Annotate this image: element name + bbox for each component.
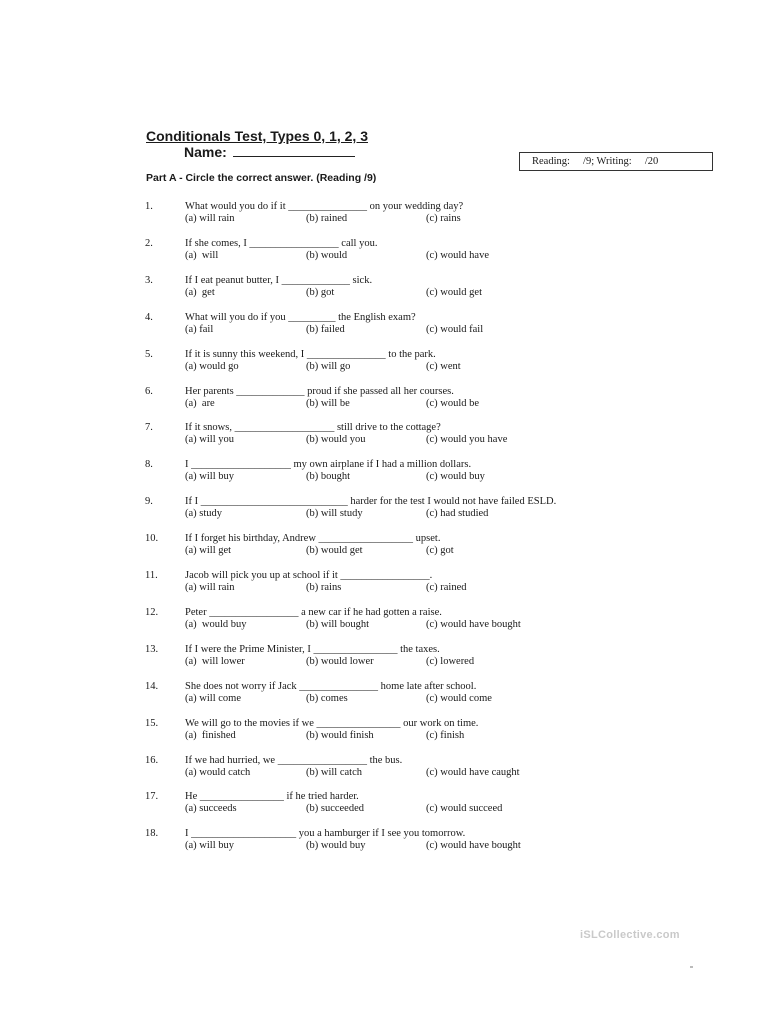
option-c: (c) went — [426, 360, 461, 372]
option-a: (a) would catch — [185, 766, 251, 778]
question-number: 8. — [145, 459, 153, 471]
question-item — [0, 607, 768, 637]
option-b: (b) got — [306, 286, 335, 298]
question-number: 15. — [145, 717, 159, 729]
question-item — [0, 681, 768, 711]
option-a: (a) study — [185, 508, 223, 520]
page-title: Conditionals Test, Types 0, 1, 2, 3 — [146, 128, 368, 144]
option-a: (a) will buy — [185, 840, 234, 852]
option-b: (b) would — [306, 249, 348, 261]
question-number: 6. — [145, 385, 153, 397]
score-box: Reading: /9; Writing: /20 — [519, 152, 713, 171]
question-stem: If it is sunny this weekend, I _______________ to the park. — [185, 348, 436, 360]
option-b: (b) would buy — [306, 840, 366, 852]
question-item — [0, 349, 768, 379]
option-c: (c) would have — [426, 249, 489, 261]
option-b: (b) failed — [306, 323, 345, 335]
option-c: (c) would buy — [426, 471, 485, 483]
question-item — [0, 459, 768, 489]
question-stem: If it snows, ___________________ still drive to the cottage? — [185, 422, 441, 434]
question-stem: I ____________________ you a hamburger if I see you tomorrow. — [185, 828, 466, 840]
option-a: (a) will you — [185, 434, 234, 446]
option-b: (b) would finish — [306, 729, 374, 741]
question-stem: If I ____________________________ harder for the test I would not have failed ESLD. — [185, 496, 557, 508]
question-item — [0, 275, 768, 305]
question-number: 7. — [145, 422, 153, 434]
option-a: (a) will buy — [185, 471, 234, 483]
option-b: (b) will go — [306, 360, 351, 372]
question-number: 12. — [145, 606, 159, 618]
question-number: 9. — [145, 496, 153, 508]
question-number: 13. — [145, 643, 159, 655]
question-stem: If I forget his birthday, Andrew __________________ upset. — [185, 533, 441, 545]
question-stem: Peter _________________ a new car if he had gotten a raise. — [185, 606, 442, 618]
option-a: (a) will rain — [185, 582, 235, 593]
option-c: (c) would succeed — [426, 803, 503, 815]
option-b: (b) would you — [306, 434, 366, 446]
option-b: (b) will catch — [306, 766, 362, 778]
option-c: (c) would be — [426, 397, 480, 409]
question-number: 16. — [145, 754, 159, 766]
question-stem: If I eat peanut butter, I _____________ sick. — [185, 274, 373, 286]
option-b: (b) will be — [306, 397, 350, 409]
option-b: (b) will bought — [306, 618, 369, 630]
question-item — [0, 201, 768, 231]
question-item — [0, 238, 768, 268]
question-number: 2. — [145, 237, 153, 249]
option-c: (c) lowered — [426, 655, 475, 667]
question-stem: What will you do if you _________ the English exam? — [185, 311, 416, 323]
option-c: (c) would have caught — [426, 766, 520, 778]
option-c: (c) finish — [426, 729, 465, 741]
option-a: (a) get — [185, 286, 215, 298]
question-number: 3. — [145, 274, 153, 286]
question-number: 1. — [145, 201, 153, 212]
name-blank-line — [233, 144, 355, 157]
question-item — [0, 644, 768, 674]
option-a: (a) will rain — [185, 213, 235, 224]
option-c: (c) would fail — [426, 323, 484, 335]
option-a: (a) will — [185, 249, 219, 261]
part-a-heading: Part A - Circle the correct answer. (Reading /9) — [146, 172, 377, 184]
question-number: 11. — [145, 570, 158, 581]
option-a: (a) are — [185, 397, 215, 409]
option-c: (c) rains — [426, 213, 461, 224]
option-b: (b) would lower — [306, 655, 374, 667]
option-b: (b) rained — [306, 213, 348, 224]
option-a: (a) fail — [185, 323, 214, 335]
question-number: 4. — [145, 311, 153, 323]
name-field — [184, 144, 355, 160]
question-item — [0, 496, 768, 526]
question-stem: She does not worry if Jack _______________ home late after school. — [185, 680, 477, 692]
option-b: (b) will study — [306, 508, 363, 520]
question-item — [0, 386, 768, 416]
option-c: (c) would come — [426, 692, 492, 704]
question-stem: If she comes, I _________________ call you. — [185, 237, 378, 249]
speck — [690, 966, 693, 968]
option-c: (c) would get — [426, 286, 482, 298]
option-c: (c) got — [426, 545, 454, 557]
question-number: 14. — [145, 680, 159, 692]
option-b: (b) succeeded — [306, 803, 365, 815]
question-number: 18. — [145, 828, 159, 840]
question-stem: I ___________________ my own airplane if I had a million dollars. — [185, 459, 472, 471]
question-number: 17. — [145, 791, 159, 803]
option-c: (c) would have bought — [426, 840, 521, 852]
option-a: (a) will lower — [185, 655, 245, 667]
option-c: (c) had studied — [426, 508, 489, 520]
question-stem: He ________________ if he tried harder. — [185, 791, 359, 803]
option-b: (b) comes — [306, 692, 348, 704]
name-label: Name: — [184, 144, 227, 160]
question-item — [0, 422, 768, 452]
option-c: (c) rained — [426, 582, 467, 593]
question-stem: What would you do if it _______________ on your wedding day? — [185, 201, 464, 212]
option-c: (c) would have bought — [426, 618, 521, 630]
question-stem: Jacob will pick you up at school if it _________________. — [185, 570, 433, 581]
question-stem: If we had hurried, we _________________ the bus. — [185, 754, 403, 766]
question-number: 5. — [145, 348, 153, 360]
option-a: (a) will come — [185, 692, 241, 704]
question-stem: Her parents _____________ proud if she passed all her courses. — [185, 385, 454, 397]
option-a: (a) will get — [185, 545, 232, 557]
question-item — [0, 755, 768, 785]
option-b: (b) would get — [306, 545, 363, 557]
option-a: (a) finished — [185, 729, 236, 741]
option-a: (a) succeeds — [185, 803, 237, 815]
question-stem: If I were the Prime Minister, I ________________ the taxes. — [185, 643, 440, 655]
option-c: (c) would you have — [426, 434, 508, 446]
question-item — [0, 533, 768, 563]
question-item — [0, 718, 768, 748]
option-a: (a) would buy — [185, 618, 247, 630]
question-stem: We will go to the movies if we ________________ our work on time. — [185, 717, 479, 729]
question-number: 10. — [145, 533, 159, 545]
option-a: (a) would go — [185, 360, 239, 372]
option-b: (b) rains — [306, 582, 342, 593]
option-b: (b) bought — [306, 471, 351, 483]
question-item — [0, 570, 768, 600]
question-item — [0, 312, 768, 342]
question-item — [0, 828, 768, 858]
watermark: iSLCollective.com — [580, 929, 680, 941]
question-item — [0, 791, 768, 821]
